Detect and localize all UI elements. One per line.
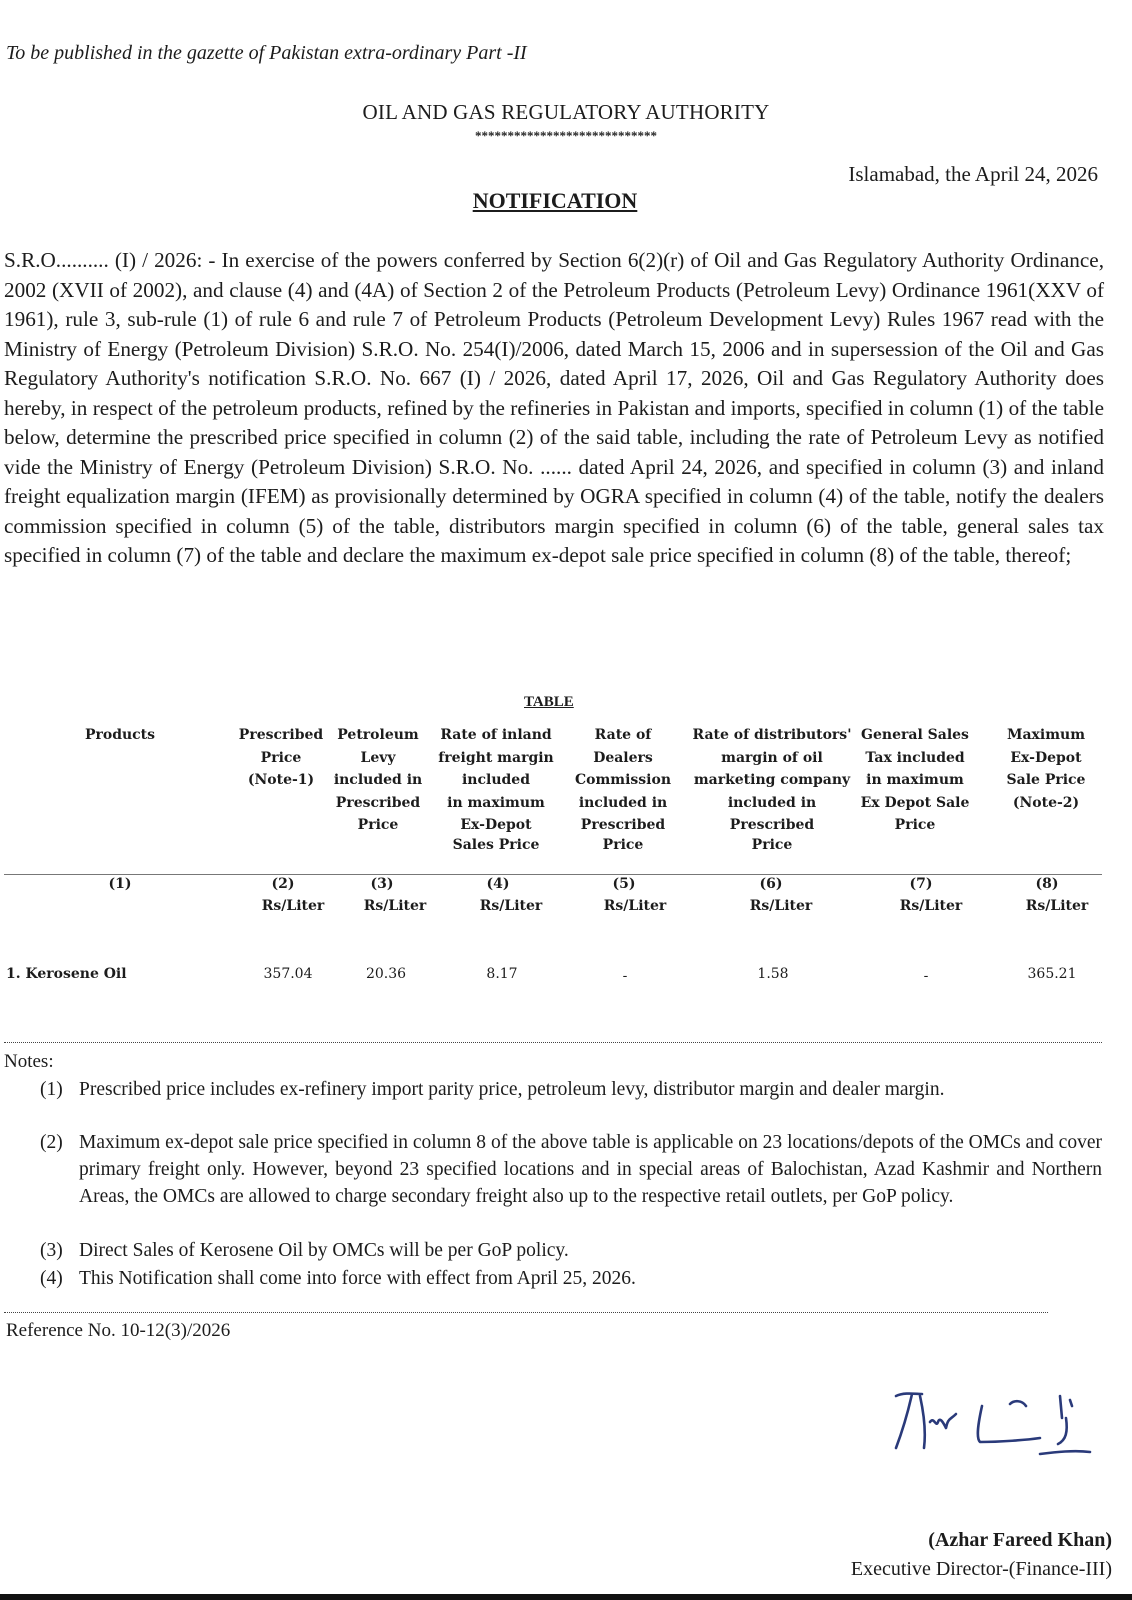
unit-label: Rs/Liter bbox=[479, 898, 543, 914]
note-item bbox=[40, 1237, 1102, 1264]
header-line: Ex Depot Sale bbox=[860, 794, 970, 811]
header-line: included bbox=[461, 772, 530, 788]
header-line: margin of oil bbox=[721, 749, 823, 766]
header-line: freight margin bbox=[438, 749, 554, 766]
page-bottom-edge bbox=[0, 1594, 1132, 1600]
header-line: marketing company bbox=[693, 772, 851, 788]
cell-max-ex-depot: 365.21 bbox=[1027, 966, 1077, 982]
column-number: (3) bbox=[370, 876, 394, 892]
header-line: Sales Price bbox=[452, 836, 540, 853]
signature-image bbox=[890, 1388, 1100, 1468]
note-item bbox=[40, 1265, 1102, 1292]
star-divider: **************************** bbox=[475, 128, 657, 143]
header-petroleum-levy bbox=[330, 724, 426, 837]
unit-label: Rs/Liter bbox=[261, 898, 325, 914]
authority-name: OIL AND GAS REGULATORY AUTHORITY bbox=[362, 100, 770, 124]
header-line: Ex-Depot bbox=[460, 817, 532, 833]
header-line: Dealers bbox=[593, 749, 653, 766]
note-number: (1) bbox=[40, 1079, 63, 1100]
header-line: included in bbox=[333, 772, 423, 788]
header-line: Rate of inland bbox=[440, 727, 552, 743]
signatory-name: (Azhar Fareed Khan) bbox=[928, 1529, 1112, 1551]
reference-number: Reference No. 10-12(3)/2026 bbox=[6, 1320, 231, 1341]
table-bottom-rule bbox=[4, 1042, 1102, 1043]
column-number: (7) bbox=[909, 876, 933, 892]
header-line: (Note-1) bbox=[247, 772, 315, 788]
header-line: Prescribed bbox=[729, 817, 815, 833]
note-item bbox=[40, 1076, 1102, 1103]
cell-dealers-commission: - bbox=[622, 968, 628, 984]
header-line: in maximum bbox=[447, 794, 545, 811]
unit-label: Rs/Liter bbox=[1025, 898, 1089, 914]
notes-heading: Notes: bbox=[4, 1051, 54, 1072]
product-name: 1. Kerosene Oil bbox=[6, 966, 127, 982]
notification-body: S.R.O.......... (I) / 2026: - In exercise of the powers conferred by Section 6(2)(r) of Oil and Gas Regulatory Authority Ordinance, 2002 (XVII of 2002), and clause (4) and (4A) of Section 2 of the Petroleum Products (Petroleum Levy) Ordinance 1961(XXV of 1961), rule 3, sub-rule (1) of rule 6 and rule 7 of Petroleum Products (Petroleum Development Levy) Rules 1967 read with the Ministry of Energy (Petroleum Division) S.R.O. No. 254(I)/2006, dated March 15, 2006 and in supersession of the Oil and Gas Regulatory Authority's notification S.R.O. No. 667 (I) / 2026, dated April 17, 2026, Oil and Gas Regulatory Authority does hereby, in respect of the petroleum products, refined by the refineries in Pakistan and imports, specified in column (1) of the table below, determine the prescribed price specified in column (2) of the said table, including the rate of Petroleum Levy as notified vide the Ministry of Energy (Petroleum Division) S.R.O. No. ...... dated April 24, 2026, and specified in column (3) and inland freight equalization margin (IFEM) as provisionally determined by OGRA specified in column (4) of the table, notify the dealers commission specified in column (5) of the table, distributors margin specified in column (6) of the table, general sales tax specified in column (7) of the table and declare the maximum ex-depot sale price specified in column (8) of the table, thereof; bbox=[4, 248, 1104, 567]
header-line: (Note-2) bbox=[1012, 794, 1080, 811]
header-line: Price bbox=[894, 817, 936, 833]
notes-bottom-rule bbox=[4, 1312, 1048, 1313]
place-date: Islamabad, the April 24, 2026 bbox=[848, 162, 1098, 186]
header-line: Sale Price bbox=[1006, 772, 1086, 788]
unit-label: Rs/Liter bbox=[363, 898, 427, 914]
note-number: (4) bbox=[40, 1268, 63, 1289]
notification-title: NOTIFICATION bbox=[472, 188, 638, 213]
header-inland-freight bbox=[434, 724, 558, 854]
header-line: in maximum bbox=[866, 772, 964, 788]
cell-distributors-margin: 1.58 bbox=[757, 966, 789, 982]
header-gst bbox=[852, 724, 978, 837]
note-number: (3) bbox=[40, 1240, 63, 1261]
column-number: (2) bbox=[271, 876, 295, 892]
header-line: Tax included bbox=[865, 749, 965, 766]
gazette-note: To be published in the gazette of Pakistan extra-ordinary Part -II bbox=[6, 42, 527, 64]
unit-label: Rs/Liter bbox=[899, 898, 963, 914]
note-number: (2) bbox=[40, 1132, 63, 1153]
cell-prescribed-price: 357.04 bbox=[263, 966, 313, 982]
header-line: Petroleum bbox=[337, 727, 419, 743]
header-line: Prescribed bbox=[238, 727, 324, 743]
column-number: (8) bbox=[1035, 876, 1059, 892]
header-dealers-commission bbox=[562, 724, 684, 854]
header-line: included in bbox=[727, 794, 817, 811]
note-text: Prescribed price includes ex-refinery import parity price, petroleum levy, distributor margin and dealer margin. bbox=[79, 1079, 945, 1100]
header-line: Rate of bbox=[594, 727, 652, 743]
header-line: Maximum bbox=[1006, 727, 1086, 743]
header-line: Prescribed bbox=[580, 817, 666, 833]
header-line: included in bbox=[578, 794, 668, 811]
column-number: (6) bbox=[759, 876, 783, 892]
header-products bbox=[80, 724, 160, 747]
cell-gst: - bbox=[923, 968, 929, 984]
header-line: Commission bbox=[574, 772, 672, 788]
note-text: This Notification shall come into force with effect from April 25, 2026. bbox=[79, 1268, 636, 1289]
note-text: Maximum ex-depot sale price specified in column 8 of the above table is applicable on 23 locations/depots of the OMCs and cover primary freight only. However, beyond 23 specified locations and in special areas of Balochistan, Azad Kashmir and Northern Areas, the OMCs are allowed to charge secondary freight also up to the respective retail outlets, per GoP policy. bbox=[79, 1132, 1102, 1207]
column-number: (4) bbox=[486, 876, 510, 892]
header-prescribed-price bbox=[233, 724, 329, 792]
note-text: Direct Sales of Kerosene Oil by OMCs will be per GoP policy. bbox=[79, 1240, 569, 1261]
header-rule bbox=[4, 874, 1102, 875]
header-line: Prescribed bbox=[335, 794, 421, 811]
note-item bbox=[40, 1129, 1102, 1210]
unit-label: Rs/Liter bbox=[749, 898, 813, 914]
header-line: Price bbox=[751, 836, 793, 853]
header-line: Price bbox=[357, 817, 399, 833]
signatory-title: Executive Director-(Finance-III) bbox=[850, 1558, 1112, 1580]
header-line: General Sales bbox=[861, 727, 969, 743]
unit-label: Rs/Liter bbox=[603, 898, 667, 914]
header-max-ex-depot bbox=[992, 724, 1100, 814]
header-line: Levy bbox=[360, 749, 396, 766]
column-number: (5) bbox=[612, 876, 636, 892]
column-number: (1) bbox=[108, 876, 132, 892]
header-line: Products bbox=[84, 727, 156, 743]
header-line: Price bbox=[260, 749, 302, 766]
cell-inland-freight: 8.17 bbox=[486, 966, 518, 982]
header-line: Rate of distributors' bbox=[692, 727, 852, 743]
header-distributors-margin bbox=[678, 724, 866, 854]
table-title: TABLE bbox=[524, 694, 574, 710]
header-line: Ex-Depot bbox=[1010, 749, 1082, 766]
header-line: Price bbox=[602, 836, 644, 853]
cell-petroleum-levy: 20.36 bbox=[365, 966, 407, 982]
